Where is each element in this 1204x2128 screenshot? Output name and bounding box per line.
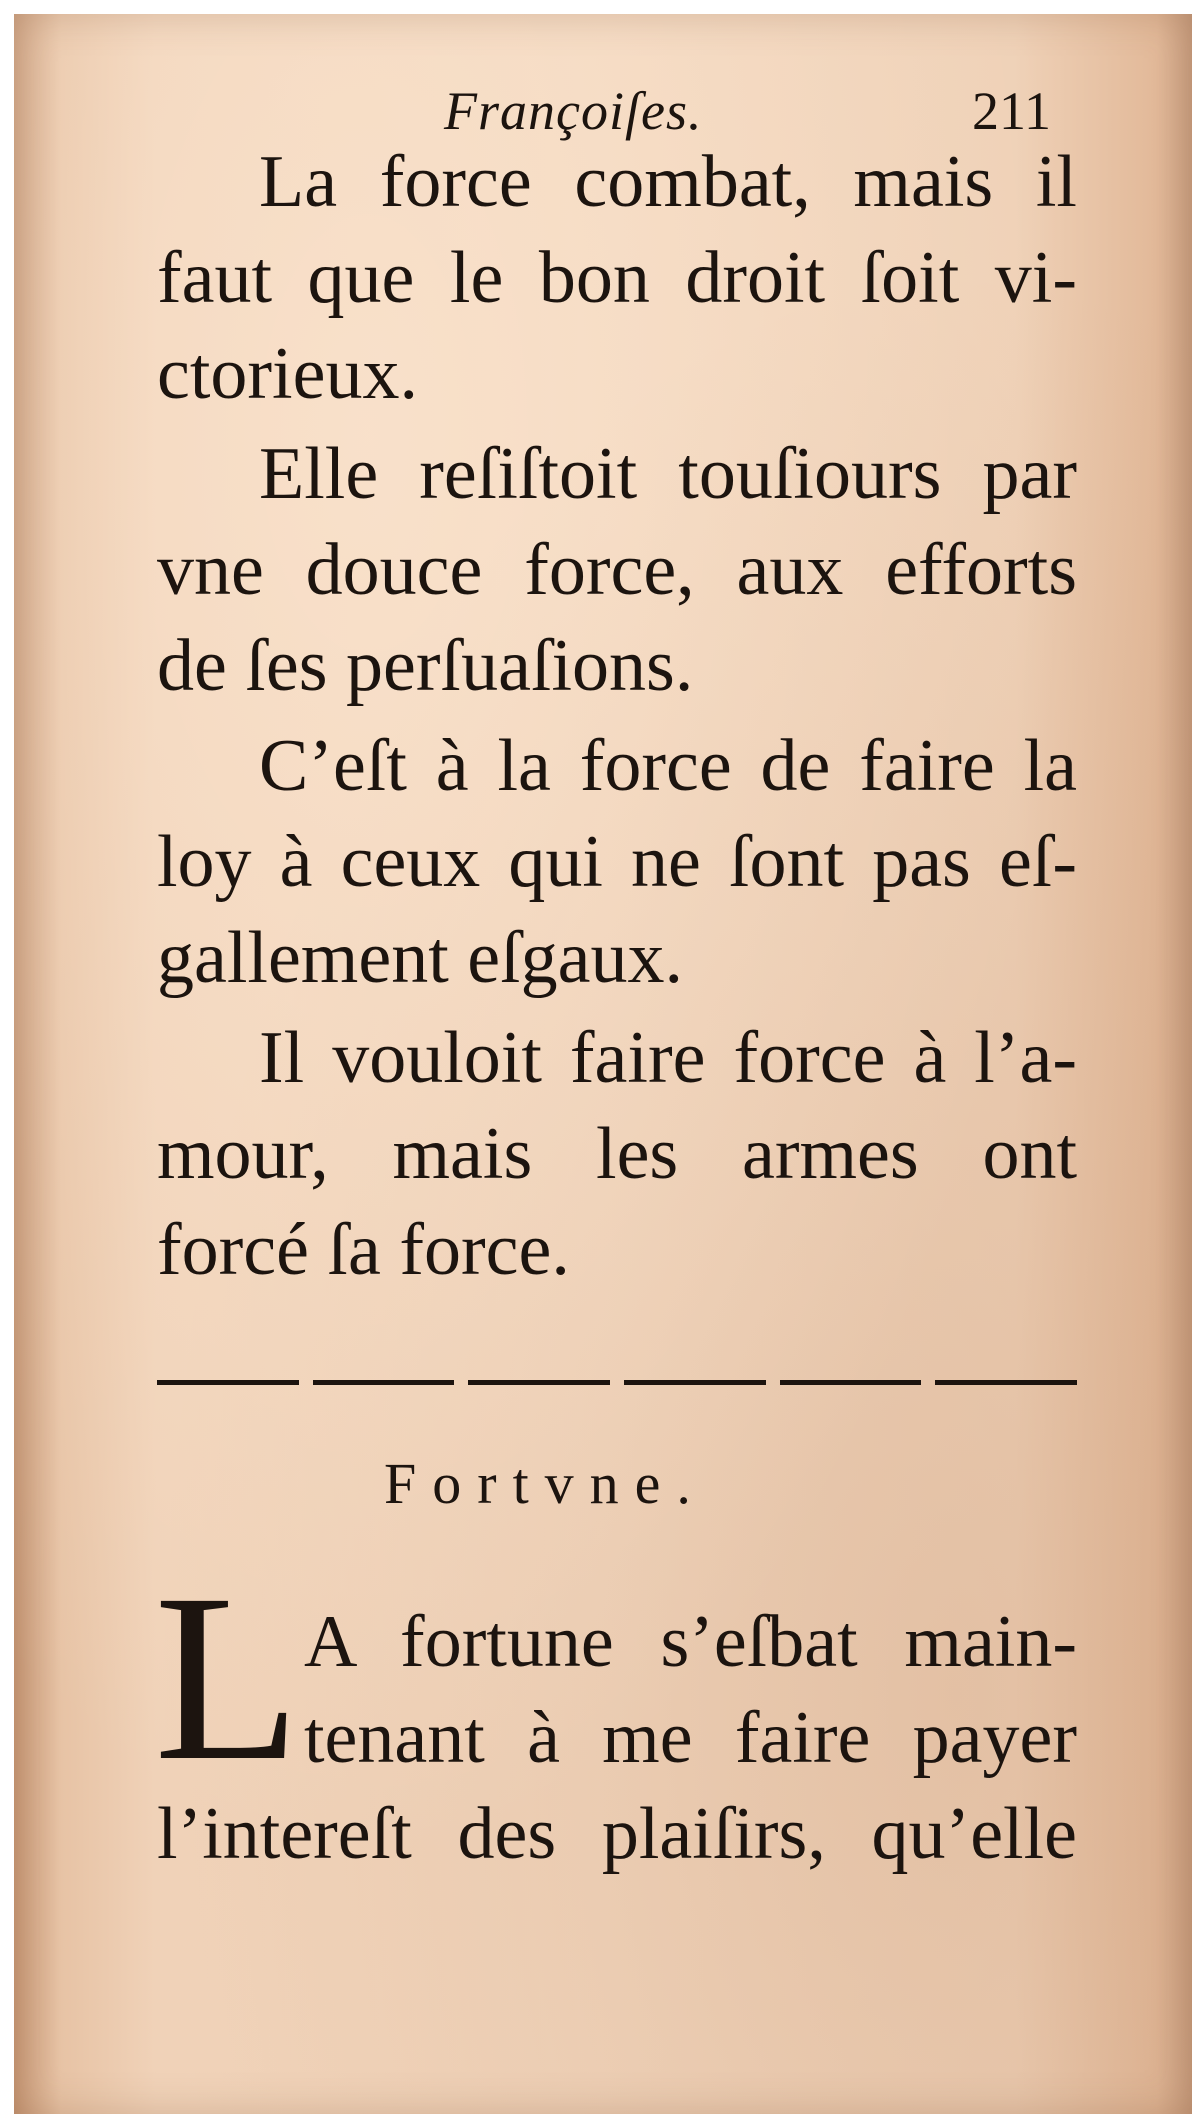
text-line: La force combat, mais il bbox=[259, 141, 1077, 223]
book-page bbox=[14, 14, 1192, 2114]
text-line: ctorieux. bbox=[157, 333, 418, 415]
text-line: forcé ſa force. bbox=[157, 1209, 570, 1291]
page-number: 211 bbox=[972, 81, 1051, 141]
section-divider-rule bbox=[157, 1379, 1077, 1387]
text-line: faut que le bon droit ſoit vi- bbox=[157, 237, 1077, 319]
text-line: C’eſt à la force de faire la bbox=[259, 725, 1077, 807]
running-title: Françoiſes. bbox=[444, 81, 703, 141]
text-line: A fortune s’eſbat main- bbox=[304, 1601, 1077, 1683]
drop-cap: L bbox=[154, 1544, 301, 1810]
text-line: gallement eſgaux. bbox=[157, 917, 684, 999]
text-line: vne douce force, aux efforts bbox=[157, 529, 1077, 611]
text-line: tenant à me faire payer bbox=[304, 1697, 1077, 1779]
text-line: de ſes perſuaſions. bbox=[157, 625, 694, 707]
text-line: l’intereſt des plaiſirs, qu’elle bbox=[157, 1793, 1077, 1875]
text-line: loy à ceux qui ne ſont pas eſ- bbox=[157, 821, 1077, 903]
text-line: Il vouloit faire force à l’a- bbox=[259, 1017, 1077, 1099]
text-line: mour, mais les armes ont bbox=[157, 1113, 1077, 1195]
section-title: Fortvne. bbox=[384, 1451, 707, 1516]
text-line: Elle reſiſtoit touſiours par bbox=[259, 433, 1077, 515]
